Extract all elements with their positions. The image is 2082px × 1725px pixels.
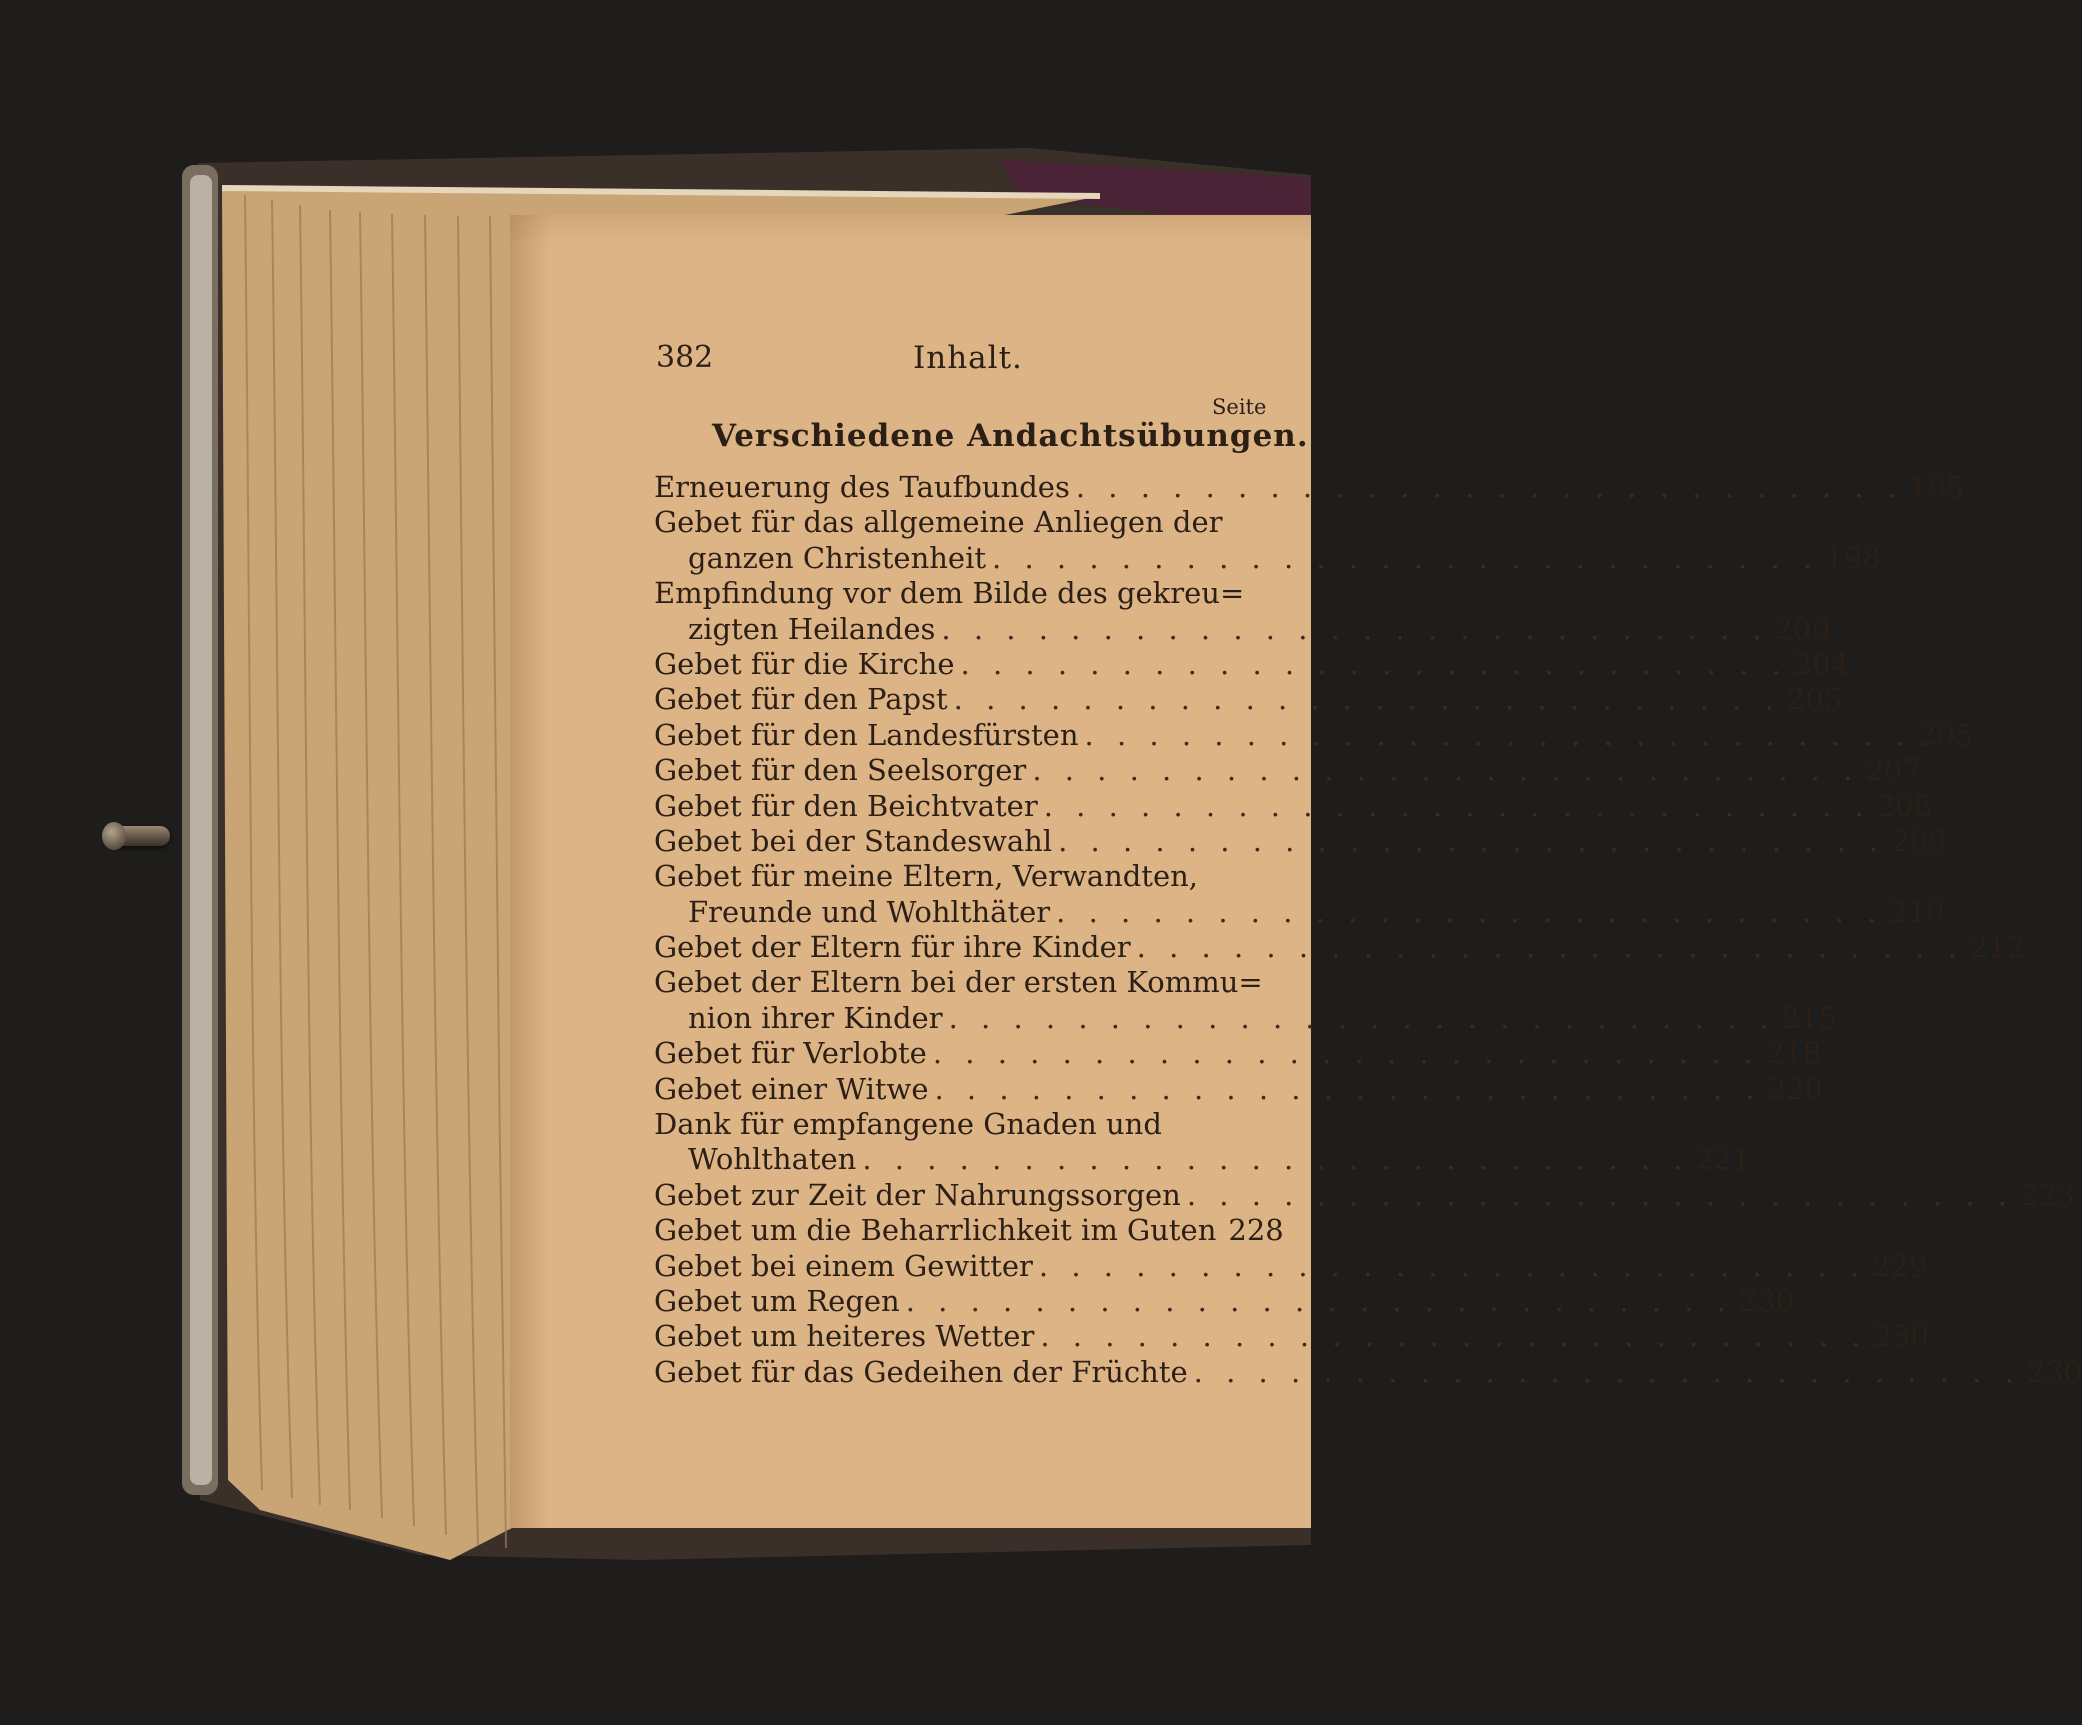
table-of-contents — [654, 470, 2082, 1390]
toc-entry — [654, 788, 1933, 824]
toc-leader-dots: . . . . . . . . . . . . . . . . . . . . . . . . . . — [1193, 1354, 2021, 1389]
toc-entry — [654, 505, 1270, 540]
toc-entry — [654, 1213, 1284, 1248]
book-clasp — [108, 826, 170, 846]
toc-entry — [654, 1319, 1929, 1354]
toc-entry-text: Gebet für den Beichtvater — [654, 788, 1038, 823]
toc-entry-page: 208 — [1876, 788, 1933, 823]
toc-entry-text: Gebet für meine Eltern, Verwandten, — [654, 859, 1199, 894]
toc-entry — [654, 1107, 1270, 1142]
toc-entry-text: zigten Heilandes — [688, 611, 936, 646]
toc-entry — [654, 682, 1843, 717]
toc-entry-page: 221 — [1695, 1142, 1751, 1177]
toc-entry-text: Gebet für den Landesfürsten — [654, 717, 1079, 752]
toc-entry-page: 230 — [1738, 1283, 1795, 1318]
toc-entry — [654, 1142, 1751, 1177]
toc-entry — [654, 965, 1270, 1000]
toc-entry — [654, 1354, 2082, 1390]
toc-leader-dots: . . . . . . . . . . . . . . . . . . . . . . . . . . — [941, 611, 1769, 646]
toc-entry — [654, 930, 2026, 965]
toc-entry-page: 218 — [1765, 1036, 1822, 1071]
toc-entry — [654, 576, 1270, 611]
toc-entry-text: nion ihrer Kinder — [688, 1000, 943, 1035]
toc-entry-page: 210 — [1889, 894, 1945, 929]
toc-entry — [654, 1248, 1928, 1284]
toc-entry-text: Gebet um heiteres Wetter — [654, 1319, 1035, 1354]
toc-entry-page: 198 — [1825, 540, 1881, 575]
running-head: Inhalt. — [913, 340, 1023, 376]
toc-entry-page: 204 — [1793, 646, 1850, 681]
toc-entry-text: ganzen Christenheit — [688, 540, 987, 575]
toc-entry — [654, 753, 1921, 788]
toc-entry-page: 215 — [1781, 1000, 1838, 1035]
toc-entry-page: 220 — [1767, 1071, 1823, 1106]
toc-leader-dots: . . . . . . . . . . . . . . . . . . . . . . . . . . — [1038, 1248, 1867, 1283]
toc-entry-page: 212 — [1969, 930, 2026, 965]
toc-entry — [654, 470, 1965, 505]
toc-entry-page: 205 — [1786, 682, 1843, 717]
toc-leader-dots: . . . . . . . . . . . . . . . . . . . . . . . . . . — [948, 1000, 1776, 1035]
toc-entry-page: 228 — [1228, 1213, 1284, 1248]
toc-leader-dots: . . . . . . . . . . . . . . . . . . . . . . . . . . — [992, 540, 1820, 575]
toc-entry-page: 209 — [1891, 823, 1947, 858]
toc-entry-text: Dank für empfangene Gnaden und — [654, 1107, 1162, 1142]
toc-leader-dots: . . . . . . . . . . . . . . . . . . . . . . . . . . — [1032, 753, 1860, 788]
toc-entry-text: Gebet bei einem Gewitter — [654, 1248, 1033, 1283]
page-column-label: Seite — [1212, 395, 1267, 419]
toc-leader-dots: . . . . . . . . . . . . . . . . . . . . . . . . . . — [1058, 823, 1886, 858]
toc-leader-dots: . . . . . . . . . . . . . . . . . . . . . . . . . . — [1075, 470, 1903, 504]
toc-entry-text: Gebet der Eltern bei der ersten Kommu= — [654, 965, 1263, 1000]
toc-entry — [654, 540, 1881, 576]
toc-entry-text: Gebet für Verlobte — [654, 1036, 927, 1071]
toc-entry-text: Freunde und Wohlthäter — [688, 894, 1051, 929]
toc-entry — [654, 611, 1830, 647]
toc-entry — [654, 717, 1974, 753]
toc-entry-page: 223 — [2019, 1177, 2076, 1212]
toc-entry-page: 200 — [1774, 611, 1830, 646]
toc-entry-page: 230 — [1873, 1319, 1929, 1354]
toc-leader-dots: . . . . . . . . . . . . . . . . . . . . . . . . . . — [905, 1283, 1733, 1318]
toc-entry-text: Gebet zur Zeit der Nahrungssorgen — [654, 1177, 1181, 1212]
toc-leader-dots: . . . . . . . . . . . . . . . . . . . . . . . . . . — [1056, 894, 1884, 929]
toc-entry-text: Gebet einer Witwe — [654, 1071, 929, 1106]
toc-entry-text: Gebet der Eltern für ihre Kinder — [654, 930, 1131, 965]
toc-leader-dots: . . . . . . . . . . . . . . . . . . . . . . . . . . — [1136, 930, 1964, 965]
toc-entry — [654, 646, 1850, 682]
toc-leader-dots: . . . . . . . . . . . . . . . . . . . . . . . . . . — [1040, 1319, 1868, 1354]
toc-entry — [654, 823, 1947, 859]
toc-entry — [654, 1177, 2076, 1213]
toc-entry-text: Empfindung vor dem Bilde des gekreu= — [654, 576, 1245, 611]
toc-leader-dots: . . . . . . . . . . . . . . . . . . . . . . . . . . — [1186, 1177, 2014, 1212]
toc-entry-page: 230 — [2026, 1354, 2082, 1389]
toc-entry — [654, 859, 1270, 894]
toc-leader-dots: . . . . . . . . . . . . . . . . . . . . . . . . . . — [1084, 717, 1912, 752]
toc-leader-dots: . . . . . . . . . . . . . . . . . . . . . . . . . . — [862, 1142, 1690, 1177]
toc-entry-text: Gebet für den Seelsorger — [654, 753, 1027, 788]
toc-entry-page: 195 — [1909, 470, 1965, 504]
toc-entry-text: Wohlthaten — [688, 1142, 857, 1177]
toc-entry — [654, 1283, 1795, 1319]
toc-entry-page: 205 — [1917, 717, 1974, 752]
toc-leader-dots: . . . . . . . . . . . . . . . . . . . . . . . . . . — [934, 1071, 1762, 1106]
toc-entry-text: Gebet bei der Standeswahl — [654, 823, 1053, 858]
page-number: 382 — [656, 340, 714, 375]
toc-leader-dots: . . . . . . . . . . . . . . . . . . . . . . . . . . — [1043, 788, 1871, 823]
toc-entry-text: Gebet für das allgemeine Anliegen der — [654, 505, 1223, 540]
toc-entry-text: Erneuerung des Taufbundes — [654, 470, 1070, 504]
spine-cloth — [190, 175, 212, 1485]
toc-entry-text: Gebet um die Beharrlichkeit im Guten — [654, 1213, 1217, 1248]
toc-entry — [654, 1036, 1822, 1071]
toc-entry-text: Gebet für die Kirche — [654, 646, 955, 681]
toc-leader-dots: . . . . . . . . . . . . . . . . . . . . . . . . . . — [932, 1036, 1760, 1071]
section-title: Verschiedene Andachtsübungen. — [712, 418, 1309, 454]
toc-leader-dots: . . . . . . . . . . . . . . . . . . . . . . . . . . — [953, 682, 1781, 717]
toc-entry-page: 229 — [1872, 1248, 1928, 1283]
toc-entry-text: Gebet für das Gedeihen der Früchte — [654, 1354, 1188, 1389]
toc-leader-dots: . . . . . . . . . . . . . . . . . . . . . . . . . . — [960, 646, 1788, 681]
toc-entry — [654, 1071, 1823, 1107]
toc-entry-text: Gebet um Regen — [654, 1283, 900, 1318]
toc-entry — [654, 894, 1945, 930]
toc-entry-text: Gebet für den Papst — [654, 682, 948, 717]
toc-entry — [654, 1000, 1838, 1036]
toc-entry-page: 207 — [1865, 753, 1921, 788]
